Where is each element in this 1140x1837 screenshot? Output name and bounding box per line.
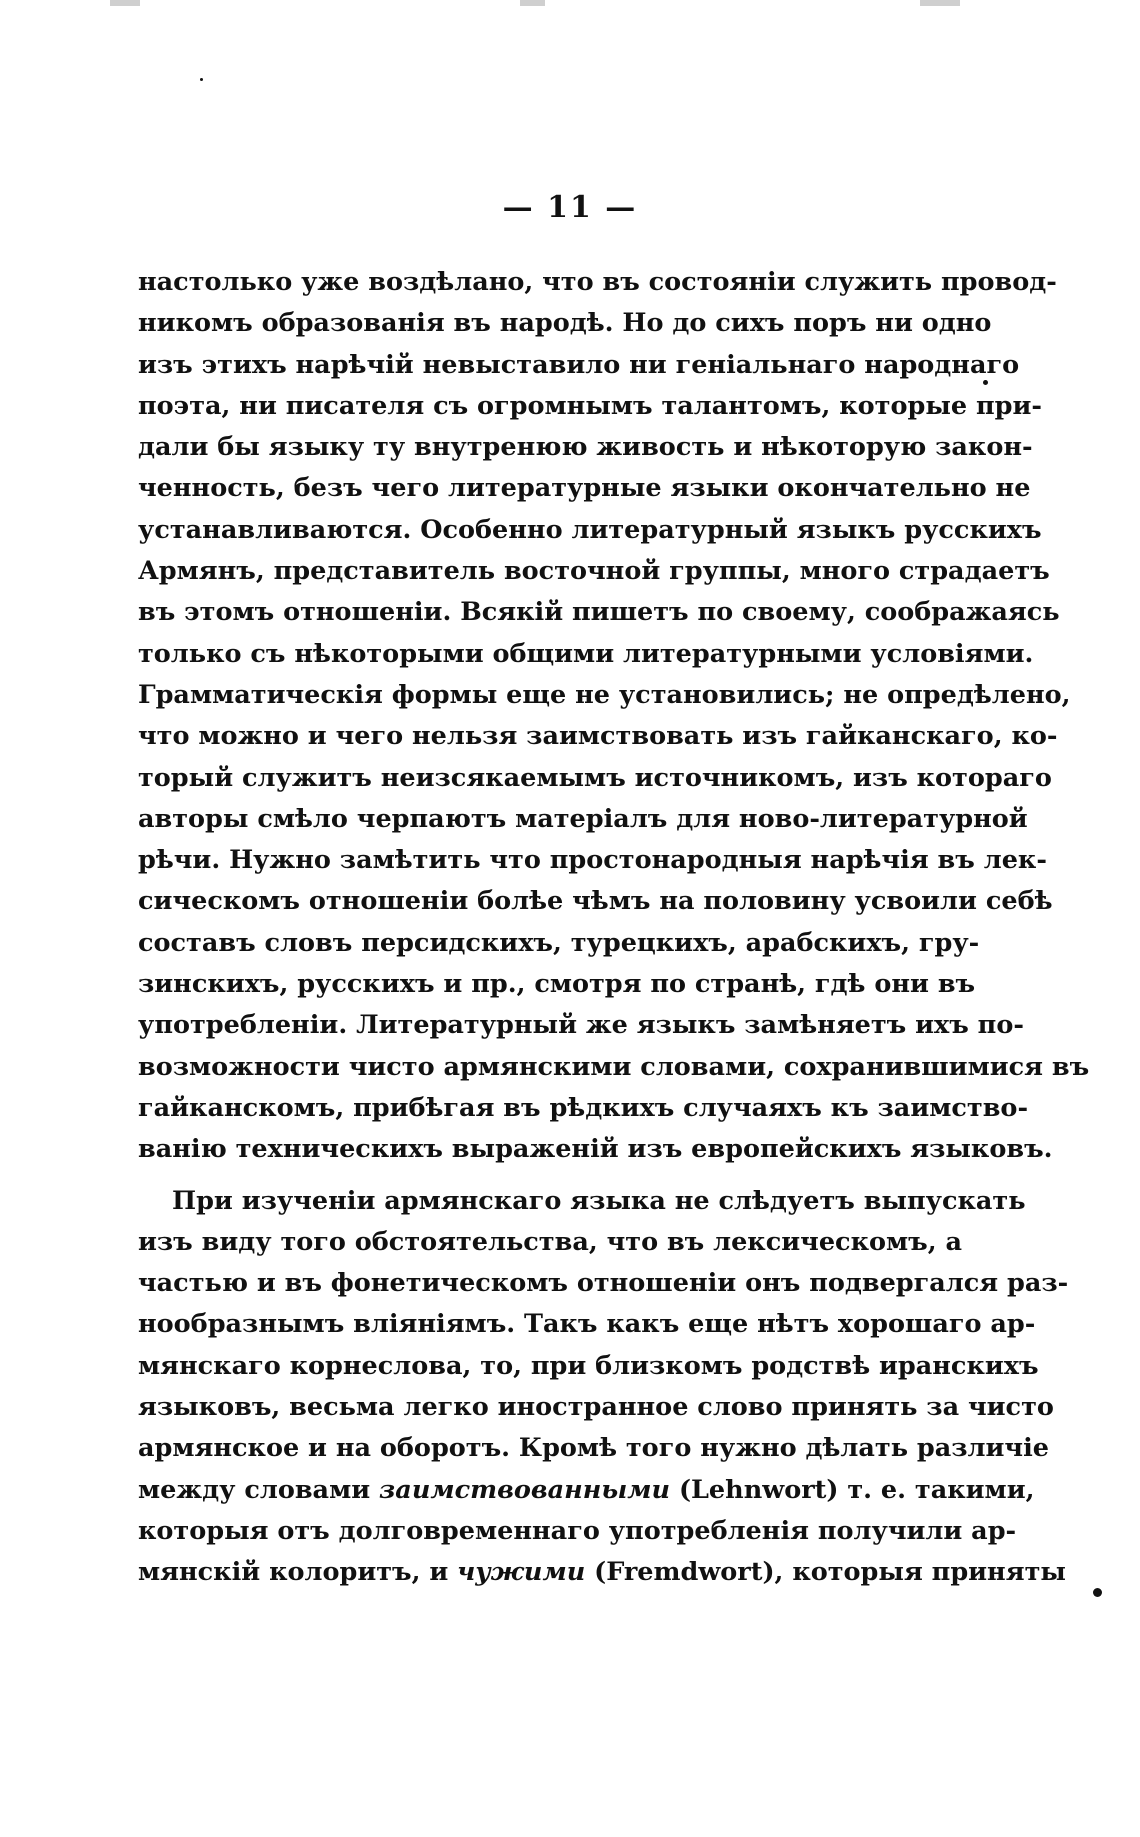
text-line: возможности чисто армянскими словами, сохранившимися въ (138, 1051, 1090, 1082)
scan-edge-mark (110, 0, 140, 6)
text-fragment: (Fremdwort), которыя приняты (585, 1557, 1066, 1588)
text-line: изъ виду того обстоятельства, что въ лексическомъ, а (138, 1226, 962, 1257)
text-line: сическомъ отношенiи болѣе чѣмъ на половину усвоили себѣ (138, 886, 1053, 917)
scan-speck (200, 78, 203, 81)
text-line: гайканскомъ, прибѣгая въ рѣдкихъ случаяхъ къ заимство- (138, 1092, 1029, 1123)
paragraph-gap (138, 1171, 908, 1181)
text-line: Грамматическiя формы еще не установились; не опредѣлено, (138, 679, 1071, 710)
scan-edge-mark (520, 0, 545, 6)
text-line: Армянъ, представитель восточной группы, много страдаетъ (138, 556, 1050, 587)
text-line: авторы смѣло черпаютъ матерiалъ для ново-литературной (138, 803, 1028, 834)
text-line: частью и въ фонетическомъ отношенiи онъ подвергался раз- (138, 1268, 1069, 1299)
text-line: торый служитъ неизсякаемымъ источникомъ, изъ котораго (138, 762, 1052, 793)
text-line: армянское и на оборотъ. Кромѣ того нужно дѣлать различiе (138, 1433, 1050, 1464)
text-line (138, 1470, 1035, 1511)
scan-edge-mark (920, 0, 960, 6)
text-line: ванiю техническихъ выраженiй изъ европейскихъ языковъ. (138, 1134, 1053, 1165)
body-text (138, 262, 1090, 1594)
text-fragment: мянскiй колоритъ, и (138, 1557, 458, 1588)
text-line: языковъ, весьма легко иностранное слово принять за чисто (138, 1392, 1054, 1423)
text-line: изъ этихъ нарѣчiй невыставило ни генiальнаго народнаго (138, 349, 1020, 380)
text-line: зинскихъ, русскихъ и пр., смотря по странѣ, гдѣ они въ (138, 969, 976, 1000)
text-line: рѣчи. Нужно замѣтить что простонародныя нарѣчiя въ лек- (138, 845, 1047, 876)
text-line: поэта, ни писателя съ огромнымъ талантомъ, которые при- (138, 390, 1042, 421)
text-fragment: (Lehnwort) т. е. такими, (670, 1474, 1035, 1505)
text-line: При изученiи армянскаго языка не слѣдуетъ выпускать (172, 1185, 1026, 1216)
text-line (138, 1552, 1066, 1593)
text-line: нообразнымъ влiянiямъ. Такъ какъ еще нѣтъ хорошаго ар- (138, 1309, 1036, 1340)
text-line: устанавливаются. Особенно литературный языкъ русскихъ (138, 514, 1042, 545)
text-line: которыя отъ долговременнаго употребленiя получили ар- (138, 1515, 1017, 1546)
text-fragment: между словами (138, 1474, 380, 1505)
scan-speck (1093, 1588, 1102, 1597)
text-line: составъ словъ персидскихъ, турецкихъ, арабскихъ, гру- (138, 927, 980, 958)
text-line: употребленiи. Литературный же языкъ замѣняетъ ихъ по- (138, 1010, 1024, 1041)
text-line: что можно и чего нельзя заимствовать изъ гайканскаго, ко- (138, 721, 1058, 752)
text-line: дали бы языку ту внутренюю живость и нѣкоторую закон- (138, 432, 1033, 463)
text-line: настолько уже воздѣлано, что въ состоянiи служить провод- (138, 267, 1057, 297)
italic-term: заимствованными (379, 1474, 671, 1505)
text-line: ченность, безъ чего литературные языки окончательно не (138, 473, 1031, 504)
scan-speck (983, 380, 988, 385)
page-number: — 11 — (502, 190, 638, 225)
text-line: въ этомъ отношенiи. Всякiй пишетъ по своему, соображаясь (138, 597, 1060, 628)
paragraph-1 (138, 262, 1090, 1171)
text-line: мянскаго корнеслова, то, при близкомъ родствѣ иранскихъ (138, 1350, 1039, 1381)
paragraph-2 (138, 1181, 1069, 1594)
text-line: только съ нѣкоторыми общими литературными условiями. (138, 638, 1034, 669)
text-line: никомъ образованiя въ народѣ. Но до сихъ поръ ни одно (138, 308, 992, 339)
italic-term: чужими (457, 1557, 586, 1588)
